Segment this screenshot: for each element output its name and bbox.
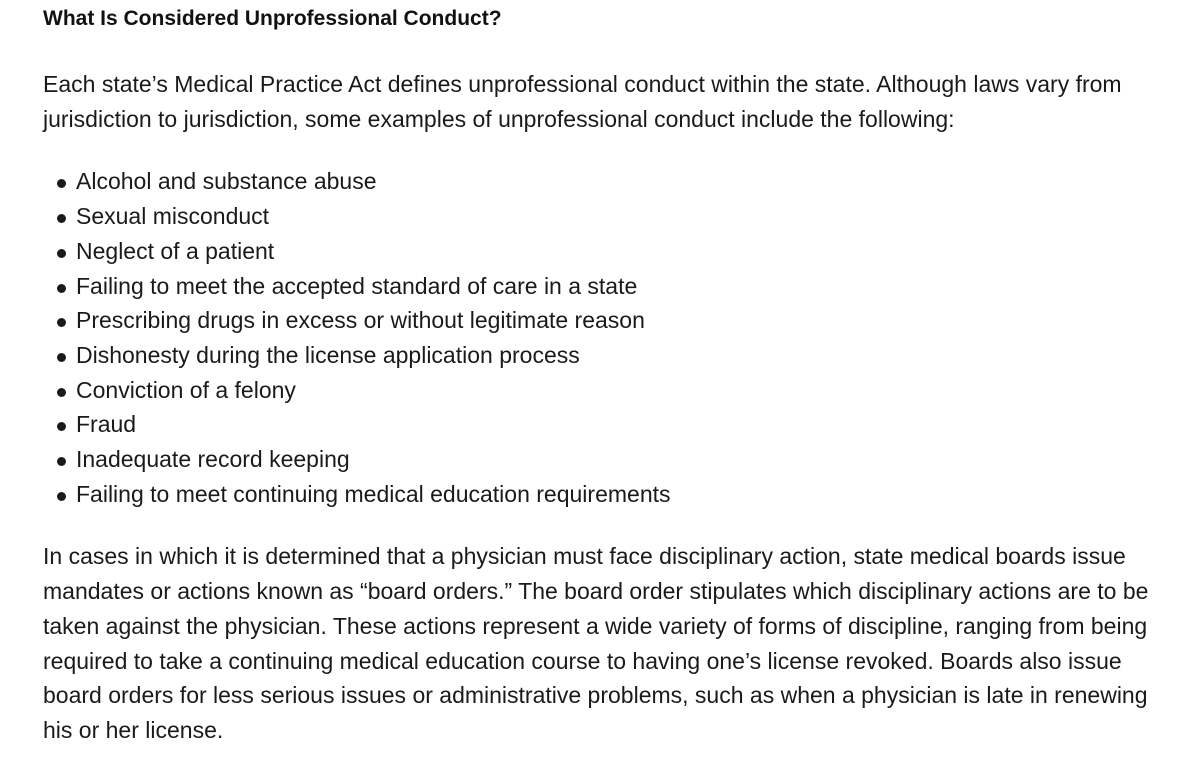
article xyxy=(43,0,1173,748)
bullet-icon xyxy=(57,318,66,327)
list-item-text: Prescribing drugs in excess or without legitimate reason xyxy=(76,307,645,334)
bullet-icon xyxy=(57,214,66,223)
list-item-text: Alcohol and substance abuse xyxy=(76,168,377,195)
section-heading: What Is Considered Unprofessional Conduct? xyxy=(43,7,502,30)
list-item-text: Dishonesty during the license application process xyxy=(76,341,580,368)
examples-list xyxy=(43,164,1173,511)
list-item-text: Fraud xyxy=(76,411,137,438)
list-item-text: Inadequate record keeping xyxy=(76,446,350,473)
list-item xyxy=(43,373,1173,408)
list-item xyxy=(43,477,1173,512)
list-item xyxy=(43,407,1173,442)
intro-paragraph: Each state’s Medical Practice Act defines unprofessional conduct within the state. Although laws vary from jurisdiction to jurisdiction, some examples of unprofessional conduct include the following: xyxy=(43,71,1122,132)
list-item-text: Failing to meet continuing medical education requirements xyxy=(76,480,671,507)
bullet-icon xyxy=(57,492,66,501)
list-item xyxy=(43,199,1173,234)
list-item-text: Conviction of a felony xyxy=(76,376,296,403)
list-item-text: Neglect of a patient xyxy=(76,237,275,264)
list-item xyxy=(43,269,1173,304)
list-item-text: Sexual misconduct xyxy=(76,203,270,230)
list-item-text: Failing to meet the accepted standard of care in a state xyxy=(76,272,638,299)
bullet-icon xyxy=(57,388,66,397)
bullet-icon xyxy=(57,249,66,258)
bullet-icon xyxy=(57,284,66,293)
bullet-icon xyxy=(57,179,66,188)
bullet-icon xyxy=(57,457,66,466)
bullet-icon xyxy=(57,353,66,362)
list-item xyxy=(43,234,1173,269)
bullet-icon xyxy=(57,422,66,431)
closing-paragraph: In cases in which it is determined that a physician must face disciplinary action, state medical boards issue mandates or actions known as “board orders.” The board order stipulates which disciplinary actions are to be taken against the physician. These actions represent a wide variety of forms of discipline, ranging from being required to take a continuing medical education course to having one’s license revoked. Boards also issue board orders for less serious issues or administrative problems, such as when a physician is late in renewing his or her license. xyxy=(43,543,1149,743)
list-item xyxy=(43,303,1173,338)
list-item xyxy=(43,338,1173,373)
list-item xyxy=(43,442,1173,477)
list-item xyxy=(43,164,1173,199)
